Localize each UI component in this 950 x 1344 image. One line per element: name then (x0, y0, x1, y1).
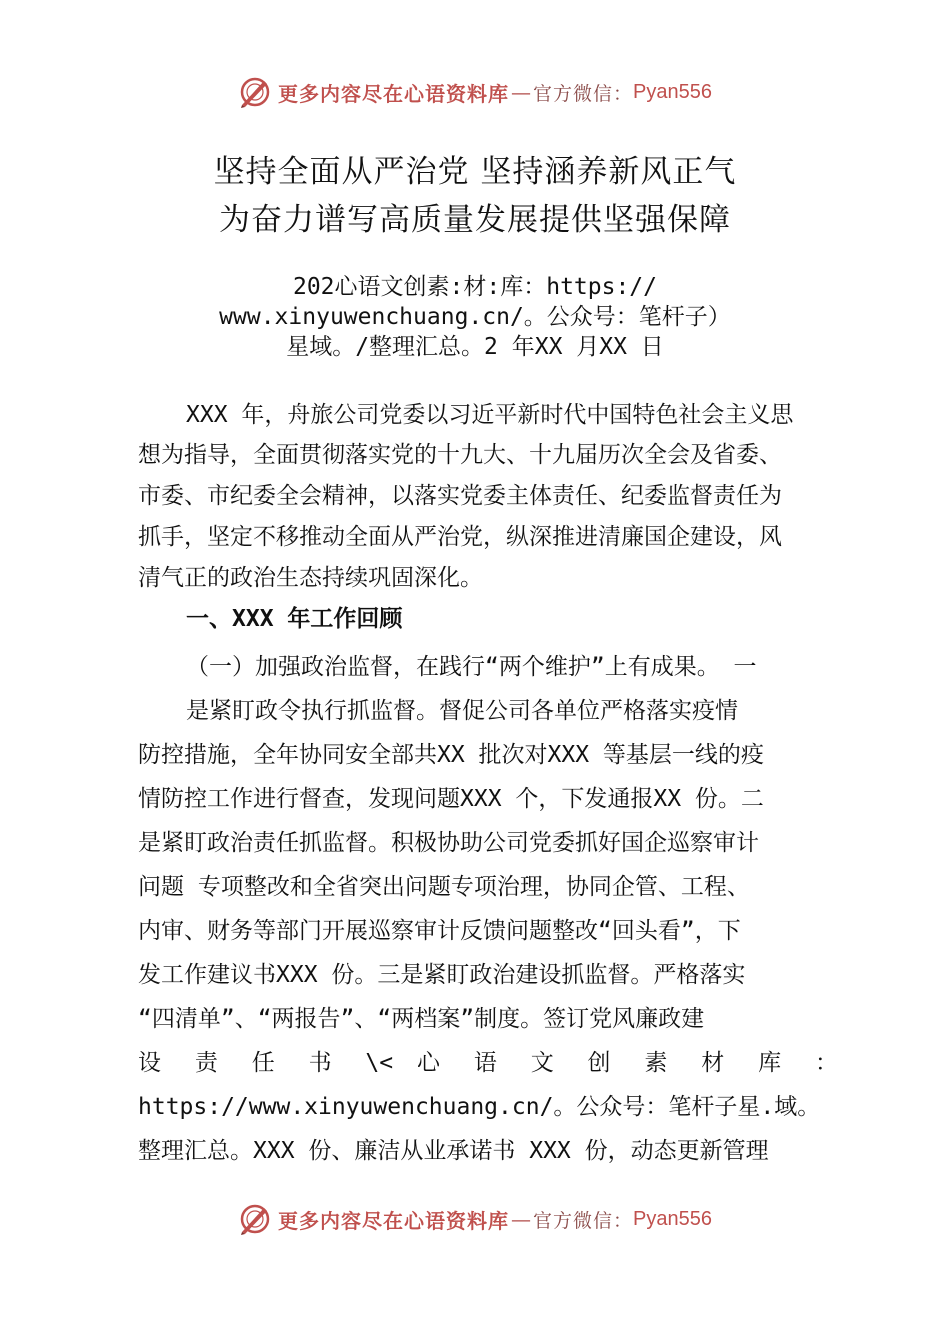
section-heading-1: 一、XXX 年工作回顾 (186, 606, 403, 632)
paragraph-2-line-7: 内审、财务等部门开展巡察审计反馈问题整改“回头看”，下 (138, 918, 741, 944)
document-title-line-1: 坚持全面从严治党 坚持涵养新风正气 (213, 154, 737, 190)
paragraph-2-line-8: 发工作建议书XXX 份。三是紧盯政治建设抓监督。严格落实 (138, 962, 746, 988)
paragraph-1-line-1: XXX 年，舟旅公司党委以习近平新时代中国特色社会主义思 (186, 402, 794, 428)
banner-dash: — (511, 1207, 531, 1231)
paragraph-2-line-9: “四清单”、“两报告”、“两档案”制度。签订党风廉政建 (138, 1006, 705, 1032)
footer-banner (0, 1199, 950, 1239)
paragraph-2-line-4: 情防控工作进行督查，发现问题XXX 个，下发通报XX 份。二 (138, 786, 764, 812)
banner-wechat-label: 官方微信： (533, 1209, 634, 1232)
paragraph-1-line-3: 市委、市纪委全会精神，以落实党委主体责任、纪委监督责任为 (138, 483, 782, 509)
banner-wechat-id: Pyan556 (633, 1207, 712, 1230)
header-banner (0, 72, 950, 112)
paragraph-2-line-12: 整理汇总。XXX 份、廉洁从业承诺书 XXX 份，动态更新管理 (138, 1138, 769, 1164)
banner-dash: — (511, 80, 531, 104)
paragraph-2-line-2: 是紧盯政令执行抓监督。督促公司各单位严格落实疫情 (186, 698, 738, 724)
paragraph-1-line-5: 清气正的政治生态持续巩固深化。 (138, 565, 483, 591)
banner-wechat-label: 官方微信： (533, 82, 634, 105)
source-line-1: 202心语文创素:材:库：https:// (292, 274, 657, 300)
pen-circle-logo-icon (238, 75, 272, 109)
banner-brand-text: 更多内容尽在心语资料库 (278, 1208, 509, 1233)
banner-wechat-id: Pyan556 (633, 80, 712, 103)
paragraph-2-line-11: https://www.xinyuwenchuang.cn/。公众号：笔杆子星.域。 (138, 1094, 821, 1120)
paragraph-2-line-3: 防控措施，全年协同安全部共XX 批次对XXX 等基层一线的疫 (138, 742, 764, 768)
paragraph-1-line-4: 抓手，坚定不移推动全面从严治党，纵深推进清廉国企建设，风 (138, 524, 782, 550)
source-line-3: 星域。/整理汇总。2 年XX 月XX 日 (286, 334, 664, 360)
paragraph-2-line-6: 问题 专项整改和全省突出问题专项治理，协同企管、工程、 (138, 874, 750, 900)
document-title-line-2: 为奋力谱写高质量发展提供坚强保障 (219, 202, 731, 238)
source-line-2: www.xinyuwenchuang.cn/。公众号：笔杆子） (219, 304, 731, 330)
banner-brand-text: 更多内容尽在心语资料库 (278, 81, 509, 106)
paragraph-2-line-1: （一）加强政治监督，在践行“两个维护”上有成果。 一 (186, 654, 757, 680)
paragraph-2-line-10: 设 责 任 书 \< 心 语 文 创 素 材 库 ： (138, 1050, 838, 1076)
pen-circle-logo-icon (238, 1202, 272, 1236)
paragraph-1-line-2: 想为指导，全面贯彻落实党的十九大、十九届历次全会及省委、 (138, 442, 782, 468)
paragraph-2-line-5: 是紧盯政治责任抓监督。积极协助公司党委抓好国企巡察审计 (138, 830, 759, 856)
